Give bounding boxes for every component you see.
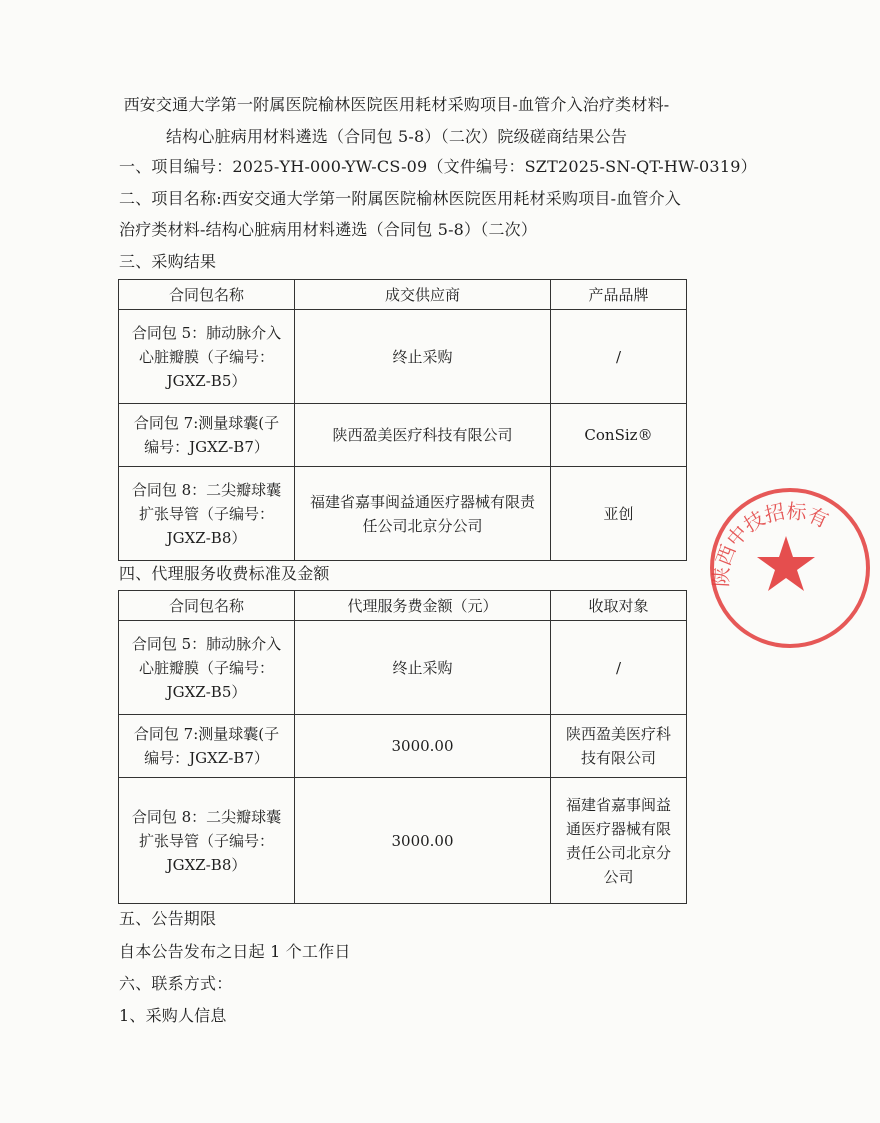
project-name-line-1: 二、项目名称:西安交通大学第一附属医院榆林医院医用耗材采购项目-血管介入	[119, 189, 681, 208]
header-fee-amount: 代理服务费金额（元）	[295, 591, 551, 621]
table-row	[119, 467, 687, 561]
table-row	[119, 778, 687, 904]
cell-line: 合同包 7:测量球囊(子	[133, 725, 280, 743]
project-number: 一、项目编号：2025-YH-000-YW-CS-09（文件编号：SZT2025-SN-QT-HW-0319）	[119, 157, 757, 176]
table-row	[119, 621, 687, 715]
cell-line: 合同包 8：二尖瓣球囊	[131, 807, 282, 826]
section-agency-fee: 四、代理服务收费标准及金额	[119, 564, 330, 583]
cell-line: 扩张导管（子编号：	[138, 504, 274, 523]
cell-line: 合同包 5：肺动脉介入	[131, 634, 282, 653]
package-name-cell	[119, 404, 295, 467]
fee-table	[118, 590, 687, 904]
cell-line: 陕西盈美医疗科	[565, 725, 671, 743]
payer-cell	[551, 715, 687, 778]
cell-line: 合同包 5：肺动脉介入	[131, 323, 282, 342]
supplier-cell	[295, 404, 551, 467]
cell-line: JGXZ-B8）	[166, 528, 247, 547]
cell-line: JGXZ-B5）	[166, 371, 247, 390]
supplier-cell	[295, 467, 551, 561]
section-notice-period: 五、公告期限	[119, 909, 217, 928]
cell-line: 心脏瓣膜（子编号：	[138, 658, 274, 677]
section-contact: 六、联系方式：	[119, 974, 233, 993]
cell-line: 通医疗器械有限	[565, 819, 671, 838]
payer-cell	[551, 621, 687, 715]
header-brand: 产品品牌	[551, 280, 687, 310]
cell-line: 合同包 7:测量球囊(子	[133, 414, 280, 432]
header-package-name: 合同包名称	[119, 591, 295, 621]
seal-text: 陕西中技招标有	[708, 498, 833, 588]
fee-amount-cell: 3000.00	[295, 778, 551, 904]
title-line-1: 西安交通大学第一附属医院榆林医院医用耗材采购项目-血管介入治疗类材料-	[123, 95, 670, 114]
payer-cell	[551, 778, 687, 904]
cell-line: JGXZ-B8）	[166, 855, 247, 874]
cell-line: 编号：JGXZ-B7）	[144, 438, 269, 456]
official-seal-stamp	[700, 478, 880, 658]
title-line-2: 结构心脏病用材料遴选（合同包 5-8）（二次）院级磋商结果公告	[165, 127, 628, 146]
package-name-cell	[119, 310, 295, 404]
cell-line: JGXZ-B5）	[166, 682, 247, 701]
project-name-line-2: 治疗类材料-结构心脏病用材料遴选（合同包 5-8）（二次）	[119, 220, 538, 239]
cell-line: /	[615, 658, 622, 677]
cell-line: 任公司北京分公司	[362, 516, 483, 535]
brand-cell: 亚创	[551, 467, 687, 561]
table-row	[119, 404, 687, 467]
result-table-header	[119, 280, 687, 310]
package-name-cell	[119, 715, 295, 778]
section-procurement-result: 三、采购结果	[119, 252, 217, 271]
header-package-name: 合同包名称	[119, 280, 295, 310]
notice-period-text: 自本公告发布之日起 1 个工作日	[119, 942, 351, 961]
brand-cell: ConSiz®	[551, 404, 687, 467]
table-row	[119, 310, 687, 404]
fee-amount-cell: 终止采购	[295, 621, 551, 715]
cell-line: 心脏瓣膜（子编号：	[138, 347, 274, 366]
cell-line: 责任公司北京分	[565, 843, 671, 862]
fee-table-header	[119, 591, 687, 621]
header-supplier: 成交供应商	[295, 280, 551, 310]
cell-line: 技有限公司	[580, 749, 656, 767]
cell-line: 福建省嘉事闽益通医疗器械有限责	[309, 492, 535, 511]
seal-star-icon	[757, 536, 815, 591]
cell-line: 陕西盈美医疗科技有限公司	[332, 426, 513, 444]
fee-amount-cell: 3000.00	[295, 715, 551, 778]
cell-line: 福建省嘉事闽益	[565, 795, 671, 814]
brand-cell: /	[551, 310, 687, 404]
header-payer: 收取对象	[551, 591, 687, 621]
supplier-cell	[295, 310, 551, 404]
cell-line: 终止采购	[392, 347, 453, 366]
cell-line: 编号：JGXZ-B7）	[144, 749, 269, 767]
package-name-cell	[119, 778, 295, 904]
cell-line: 公司	[603, 867, 634, 886]
purchaser-info: 1、采购人信息	[119, 1006, 227, 1025]
package-name-cell	[119, 621, 295, 715]
cell-line: 合同包 8：二尖瓣球囊	[131, 480, 282, 499]
result-table	[118, 279, 687, 561]
table-row	[119, 715, 687, 778]
cell-line: 扩张导管（子编号：	[138, 831, 274, 850]
package-name-cell	[119, 467, 295, 561]
